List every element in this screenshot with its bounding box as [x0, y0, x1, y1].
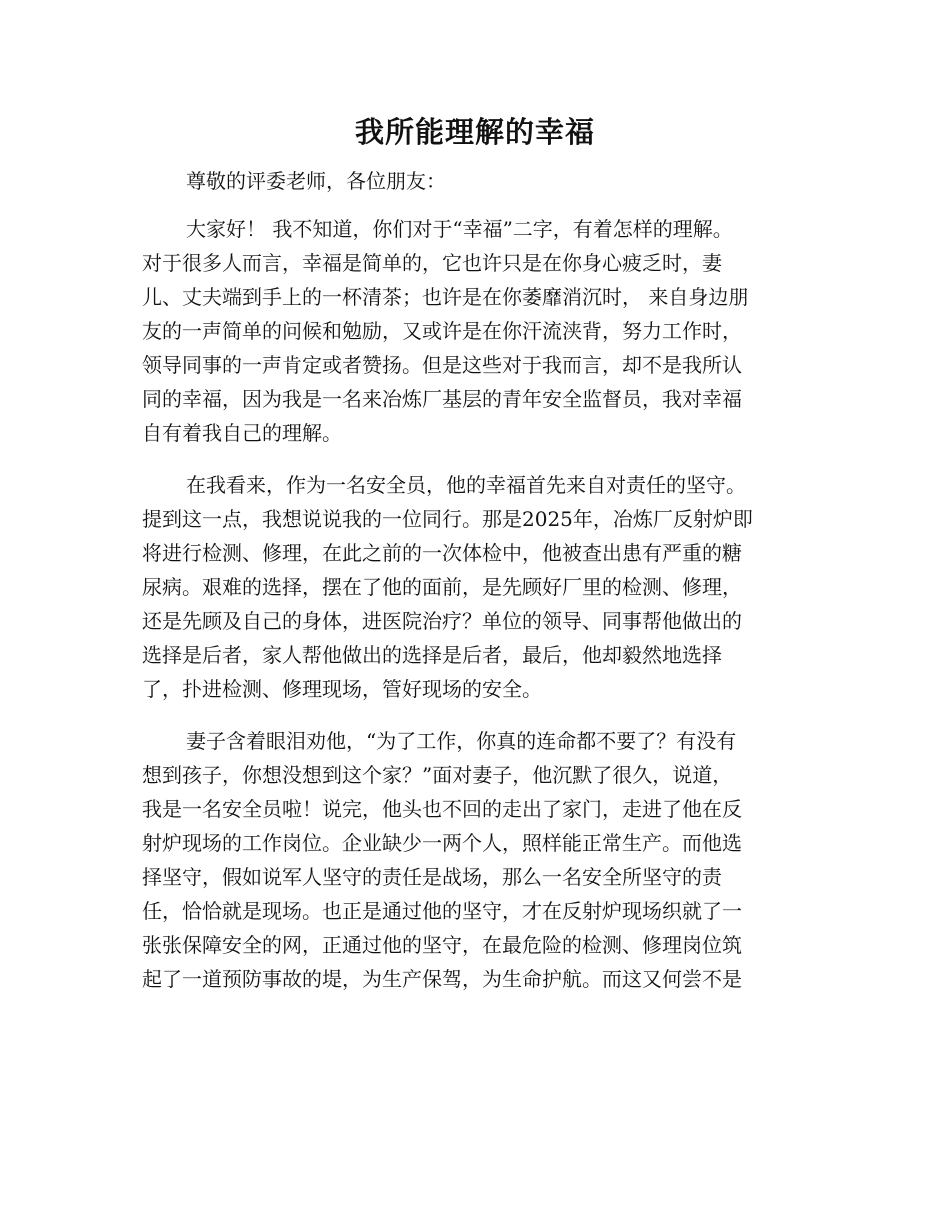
text-line: 我是一名安全员啦！说完，他头也不回的走出了家门，走进了他在反 — [142, 797, 742, 821]
text-line: 择坚守，假如说军人坚守的责任是战场，那么一名安全所坚守的责 — [142, 865, 722, 889]
text-line: 同的幸福，因为我是一名来冶炼厂基层的青年安全监督员，我对幸福 — [142, 387, 742, 411]
text-line: 了，扑进检测、修理现场，管好现场的安全。 — [142, 677, 542, 701]
text-line: 将进行检测、修理，在此之前的一次体检中，他被查出患有严重的糖 — [142, 541, 742, 565]
text-line: 还是先顾及自己的身体，进医院治疗？单位的领导、同事帮他做出的 — [142, 609, 742, 633]
paragraph-greeting — [142, 164, 810, 198]
text-line: 射炉现场的工作岗位。企业缺少一两个人，照样能正常生产。而他选 — [142, 831, 742, 855]
text-line: 对于很多人而言，幸福是简单的，它也许只是在你身心疲乏时，妻 — [142, 251, 722, 275]
text-line: 任，恰恰就是现场。也正是通过他的坚守，才在反射炉现场织就了一 — [142, 899, 742, 923]
document-body — [142, 164, 810, 1014]
text-line: 友的一声简单的问候和勉励，又或许是在你汗流浃背，努力工作时， — [142, 319, 742, 343]
text-line: 妻子含着眼泪劝他，“为了工作，你真的连命都不要了？有没有 — [186, 729, 737, 753]
text-line: 自有着我自己的理解。 — [142, 421, 342, 445]
text-line: 大家好！ 我不知道，你们对于“幸福”二字，有着怎样的理解。 — [186, 217, 733, 241]
text-line: 想到孩子，你想没想到这个家？”面对妻子，他沉默了很久，说道， — [142, 763, 733, 787]
text-line: 尊敬的评委老师，各位朋友： — [186, 169, 446, 193]
text-line: 尿病。艰难的选择，摆在了他的面前，是先顾好厂里的检测、修理， — [142, 575, 742, 599]
paragraph-3 — [142, 724, 810, 996]
text-line: 领导同事的一声肯定或者赞扬。但是这些对于我而言，却不是我所认 — [142, 353, 742, 377]
paragraph-2 — [142, 468, 810, 706]
text-line: 儿、丈夫端到手上的一杯清茶；也许是在你萎靡消沉时， 来自身边朋 — [142, 285, 749, 309]
text-line: 张张保障安全的网，正通过他的坚守，在最危险的检测、修理岗位筑 — [142, 933, 742, 957]
paragraph-1 — [142, 212, 810, 450]
text-line: 提到这一点，我想说说我的一位同行。那是2025年，冶炼厂反射炉即 — [142, 507, 753, 531]
text-line: 选择是后者，家人帮他做出的选择是后者，最后，他却毅然地选择 — [142, 643, 722, 667]
document-title: 我所能理解的幸福 — [354, 115, 595, 149]
text-line: 起了一道预防事故的堤，为生产保驾，为生命护航。而这又何尝不是 — [142, 967, 742, 991]
text-line: 在我看来，作为一名安全员，他的幸福首先来自对责任的坚守。 — [186, 473, 746, 497]
